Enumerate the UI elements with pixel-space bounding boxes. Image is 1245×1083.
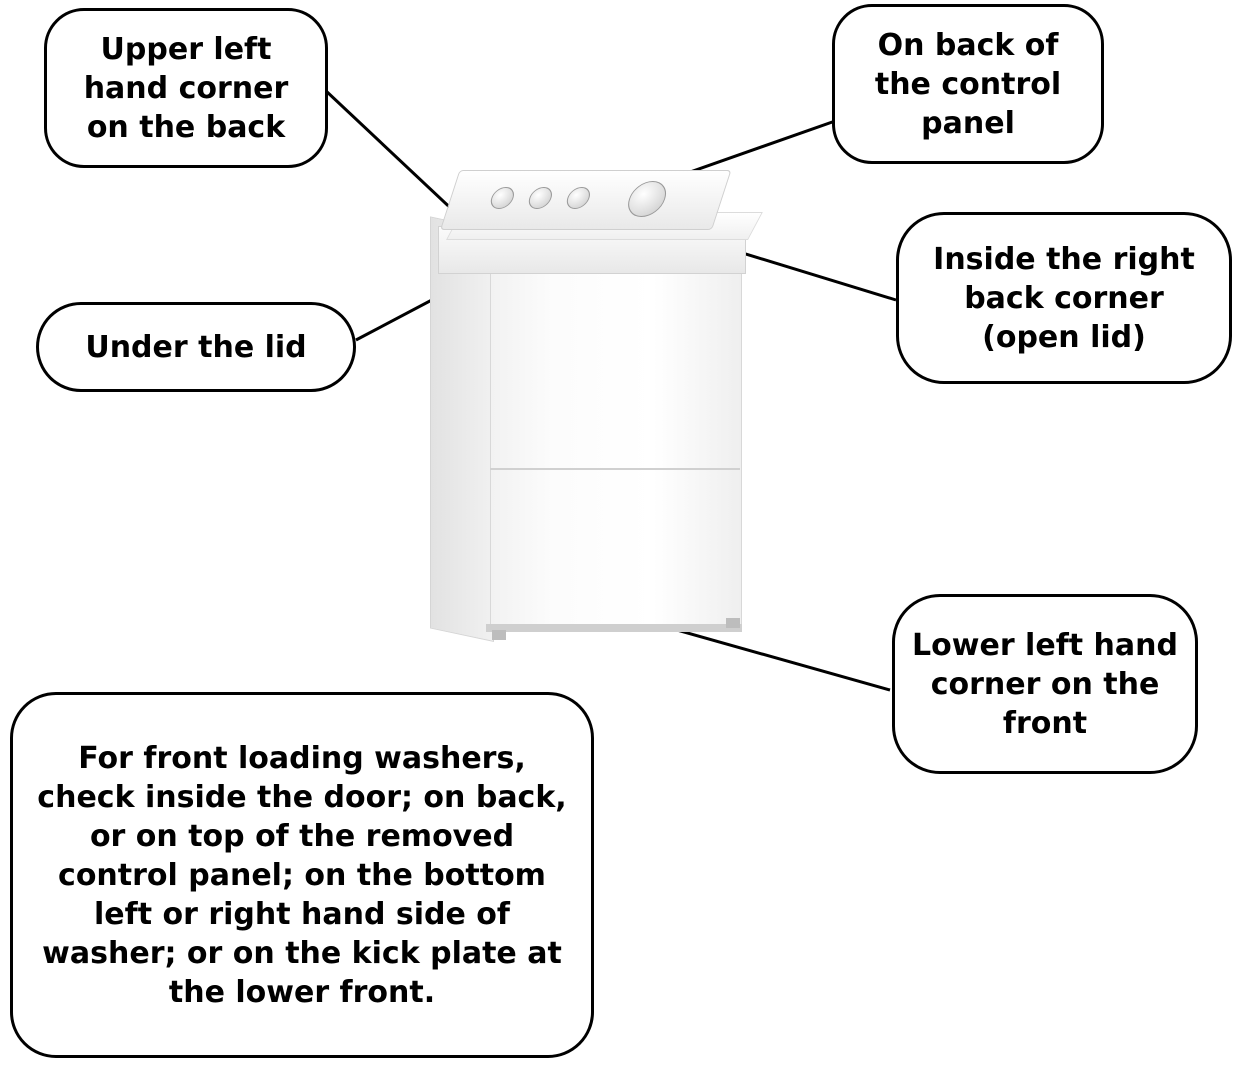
- washer-base: [486, 624, 742, 632]
- callout-upper-left-back-text: Upper left hand corner on the back: [83, 31, 289, 145]
- washer-foot-left: [492, 630, 506, 640]
- washer-panel-seam: [490, 468, 740, 470]
- callout-back-control-panel: [832, 4, 1104, 164]
- callout-front-loading-washers: [10, 692, 594, 1058]
- callout-upper-left-back: [44, 8, 328, 168]
- washer-side-panel: [430, 216, 494, 642]
- callout-lower-left-front-text: Lower left hand corner on the front: [912, 627, 1178, 741]
- control-knob-1: [488, 187, 517, 209]
- washer-control-panel: [440, 170, 731, 230]
- washer-front-panel: [490, 258, 742, 630]
- callout-back-control-panel-text: On back of the control panel: [874, 27, 1062, 141]
- callout-front-loading-washers-text: For front loading washers, check inside the door; on back, or on top of the removed control panel; on the bottom left or right hand side of washer; or on the kick plate at the lower front.: [37, 740, 567, 1010]
- control-knob-3: [564, 187, 593, 209]
- control-knob-2: [526, 187, 555, 209]
- callout-inside-right-back: [896, 212, 1232, 384]
- callout-under-lid-text: Under the lid: [85, 329, 307, 365]
- callout-under-lid: [36, 302, 356, 392]
- washer-illustration: [430, 168, 830, 648]
- washer-foot-right: [726, 618, 740, 628]
- callout-inside-right-back-text: Inside the right back corner (open lid): [933, 241, 1195, 355]
- control-dial-main: [623, 181, 671, 217]
- callout-lower-left-front: [892, 594, 1198, 774]
